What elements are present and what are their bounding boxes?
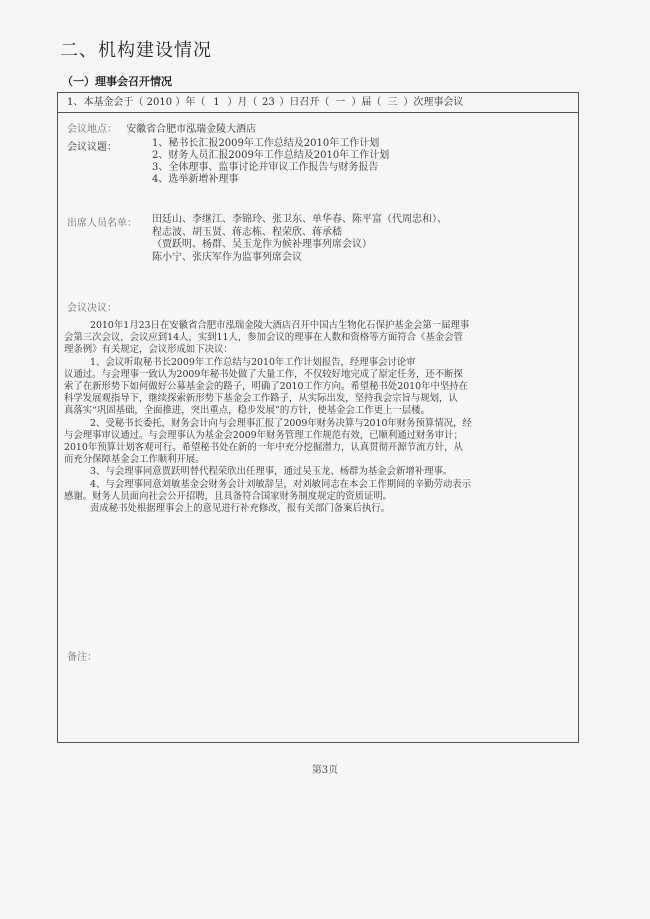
attendees-label: 出席人员名单： bbox=[67, 218, 137, 229]
agenda-item: 3、全体理事、监事讨论并审议工作报告与财务报告 bbox=[152, 162, 379, 173]
meeting-header-row bbox=[58, 93, 578, 113]
attendee-line: 田廷山、李继江、李锦玲、张卫东、单华春、陈平富（代周忠和）、 bbox=[152, 214, 447, 225]
section-title: （一）理事会召开情况 bbox=[62, 75, 172, 88]
header-text-4: ）日召开（ bbox=[279, 97, 330, 108]
location-label: 会议地点： bbox=[67, 124, 117, 135]
agenda-item: 1、秘书长汇报2009年工作总结及2010年工作计划 bbox=[152, 138, 380, 149]
resolution-body bbox=[64, 320, 472, 515]
attendee-line: （贾跃明、杨群、吴玉龙作为候补理事列席会议） bbox=[152, 239, 372, 250]
resolution-line: 感谢。财务人员面向社会公开招聘，且具备符合国家财务制度规定的资质证明。 bbox=[64, 490, 393, 502]
header-text-2: ）年（ bbox=[175, 97, 206, 108]
meeting-term: 一 bbox=[335, 97, 346, 108]
meeting-year: 2010 bbox=[146, 97, 173, 108]
meeting-month: 1 bbox=[213, 97, 220, 108]
agenda-item: 4、选举新增补理事 bbox=[152, 174, 239, 185]
page-number: 第3页 bbox=[311, 765, 339, 776]
meeting-form bbox=[57, 92, 579, 743]
meeting-session: 三 bbox=[387, 97, 398, 108]
resolution-line: 理条例》有关规定，会议形成如下决议： bbox=[64, 344, 233, 356]
resolution-line: 科学发展观指导下，继续探索新形势下基金会工作路子，从实际出发，坚持我会宗旨与规划，认 bbox=[64, 393, 458, 405]
agenda-item: 2、财务人员汇报2009年工作总结及2010年工作计划 bbox=[152, 150, 390, 161]
resolution-label: 会议决议： bbox=[67, 303, 117, 314]
resolution-line: 3、与会理事同意贾跃明替代程荣欣出任理事，通过吴玉龙、杨群为基金会新增补理事。 bbox=[90, 466, 453, 478]
page-title: 二、机构建设情况 bbox=[60, 40, 212, 61]
resolution-line: 2010年预算计划客观可行。希望秘书处在新的一年中充分挖掘潜力，认真贯彻开源节流方针，从 bbox=[64, 442, 463, 454]
location-value: 安徽省合肥市泓瑞金陵大酒店 bbox=[126, 124, 257, 135]
header-text-6: ）次理事会议 bbox=[403, 97, 464, 108]
resolution-line: 索了在新形势下如何做好公募基金会的路子，明确了2010工作方向。希望秘书处2010年中坚持在 bbox=[64, 381, 468, 393]
resolution-line: 2010年1月23日在安徽省合肥市泓瑞金陵大酒店召开中国古生物化石保护基金会第一届理事 bbox=[90, 320, 470, 331]
attendees-list bbox=[152, 214, 447, 264]
attendee-line: 陈小宁、张庆军作为监事列席会议 bbox=[152, 251, 302, 263]
resolution-line: 会第三次会议，会议应到14人，实到11人，参加会议的理事在人数和资格等方面符合《基金会管 bbox=[64, 332, 463, 344]
remarks-label: 备注： bbox=[67, 652, 97, 663]
resolution-line: 责成秘书处根据理事会上的意见进行补充修改，报有关部门备案后执行。 bbox=[90, 503, 391, 515]
resolution-line: 1、会议听取秘书长2009年工作总结与2010年工作计划报告，经理事会讨论审 bbox=[90, 356, 416, 368]
header-text-3: ）月（ bbox=[227, 97, 258, 108]
resolution-line: 2、受秘书长委托，财务会计向与会理事汇报了2009年财务决算与2010年财务预算情况，经 bbox=[90, 417, 472, 429]
resolution-line: 与会理事审议通过。与会理事认为基金会2009年财务管理工作规范有效，已顺利通过财务审计； bbox=[64, 429, 463, 441]
resolution-line: 而充分保障基金会工作顺利开展。 bbox=[64, 454, 205, 466]
attendee-line: 程志波、胡玉贤、蒋志栋、程荣欣、蒋承嵇 bbox=[152, 226, 342, 238]
header-text-1: 1、本基金会于（ bbox=[67, 97, 144, 108]
location-row bbox=[67, 120, 256, 135]
agenda-list bbox=[152, 138, 389, 186]
resolution-line: 真落实“巩固基础，全面推进，突出重点，稳步发展”的方针，使基金会工作更上一层楼。 bbox=[64, 405, 430, 417]
resolution-line: 议通过。与会理事一致认为2009年秘书处做了大量工作，不仅较好地完成了原定任务，还不断探 bbox=[64, 368, 463, 380]
resolution-line: 4、与会理事同意刘敏基金会财务会计刘敏辞呈，对刘敏同志在本会工作期间的辛勤劳动表示 bbox=[90, 478, 471, 490]
header-text-5: ）届（ bbox=[351, 97, 382, 108]
agenda-label: 会议议题： bbox=[67, 142, 117, 153]
meeting-day: 23 bbox=[262, 97, 275, 108]
